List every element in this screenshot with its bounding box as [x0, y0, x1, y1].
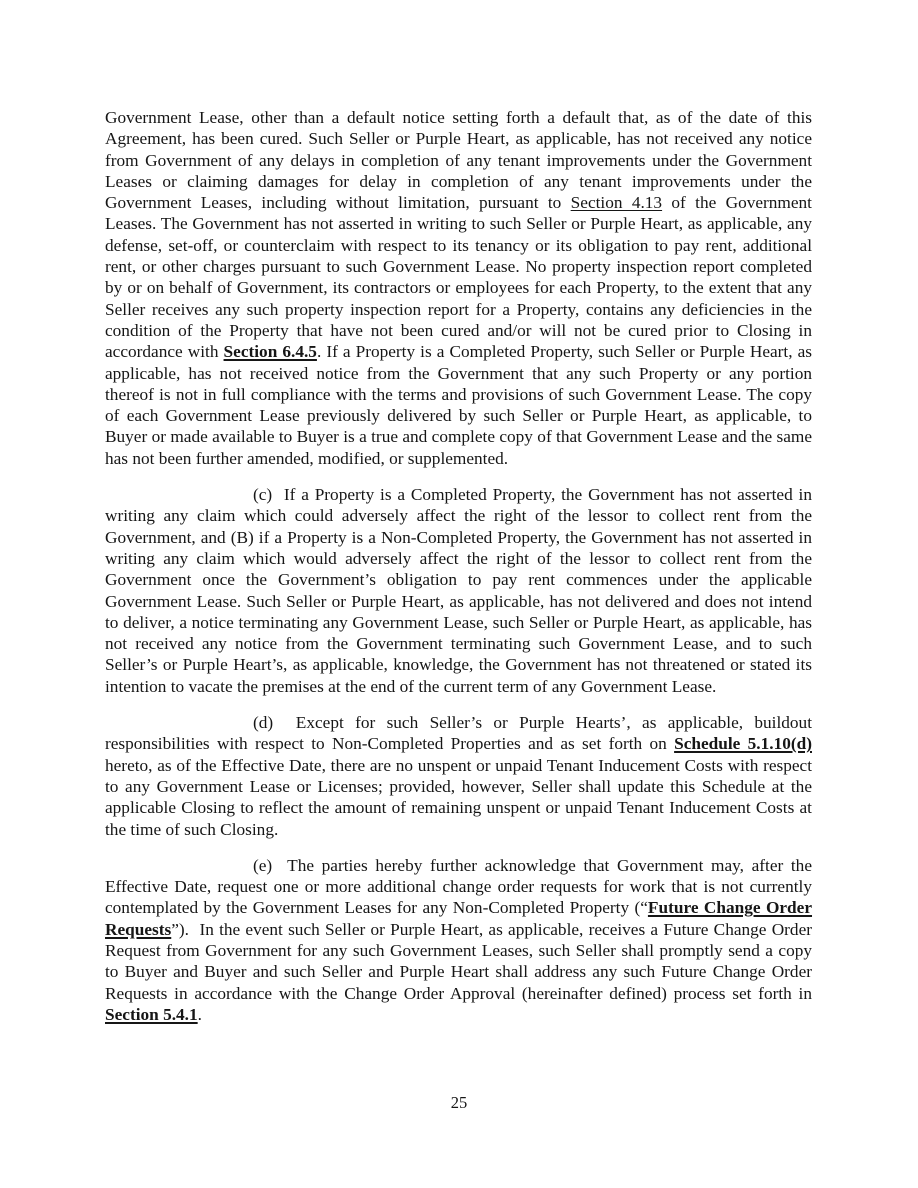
section-6-4-5-reference: Section 6.4.5: [223, 342, 317, 362]
paragraph-e: (e) The parties hereby further acknowledge that Government may, after the Effective Date, request one or more additional change order requests for work that is not currently contemplated by the Government Leases for any Non-Completed Property (“Future Change Order Requests”). In the event such Seller or Purple Heart, as applicable, receives a Future Change Order Request from Government for any such Government Leases, such Seller shall promptly send a copy to Buyer and Buyer and such Seller and Purple Heart shall address any such Future Change Order Requests in accordance with the Change Order Approval (hereinafter defined) process set forth in Section 5.4.1.: [105, 855, 813, 1024]
paragraph-c: (c) If a Property is a Completed Property, the Government has not asserted in writing any claim which could adversely affect the right of the lessor to collect rent from the Government, and (B) if a Property is a Non-Completed Property, the Government has not asserted in writing any claim which would adversely affect the right of the lessor to collect rent from the Government once the Government’s obligation to pay rent commences under the applicable Government Lease. Such Seller or Purple Heart, as applicable, has not delivered and does not intend to deliver, a notice terminating any Government Lease, such Seller or Purple Heart, as applicable, has not received any notice from the Government terminating such Government Lease, and to such Seller’s or Purple Heart’s, as applicable, knowledge, the Government has not threatened or stated its intention to vacate the premises at the end of the current term of any Government Lease.: [105, 485, 812, 696]
document-body: [105, 107, 812, 1025]
schedule-5-1-10d-reference: Schedule 5.1.10(d): [674, 734, 812, 754]
future-change-order-requests-defined-term: Future Change Order Requests: [105, 898, 813, 939]
page-number: 25: [450, 1093, 468, 1112]
section-4-13-reference: Section 4.13: [570, 193, 663, 213]
paragraph-continuation: Government Lease, other than a default notice setting forth a default that, as of the date of this Agreement, has been cured. Such Seller or Purple Heart, as applicable, has not received any notice from Government of any delays in completion of any tenant improvements under the Government Leases or claiming damages for delay in completion of any tenant improvements under the Government Leases, including without limitation, pursuant to Section 4.13 of the Government Leases. The Government has not asserted in writing to such Seller or Purple Heart, as applicable, any defense, set-off, or counterclaim with respect to its tenancy or its obligation to pay rent, additional rent, or other charges pursuant to such Government Lease. No property inspection report completed by or on behalf of Government, its contractors or employees for each Property, to the extent that any Seller receives any such property inspection report for a Property, contains any deficiencies in the condition of the Property that have not been cured and/or will not be cured prior to Closing in accordance with Section 6.4.5. If a Property is a Completed Property, such Seller or Purple Heart, as applicable, has not received notice from the Government that any such Property or any portion thereof is not in full compliance with the terms and provisions of such Government Lease. The copy of each Government Lease previously delivered by such Seller or Purple Heart, as applicable, to Buyer or made available to Buyer is a true and complete copy of that Government Lease and the same has not been further amended, modified, or supplemented.: [105, 108, 813, 468]
paragraph-d: (d) Except for such Seller’s or Purple Hearts’, as applicable, buildout responsibilities with respect to Non-Completed Properties and as set forth on Schedule 5.1.10(d) hereto, as of the Effective Date, there are no unspent or unpaid Tenant Inducement Costs with respect to any Government Lease or Licenses; provided, however, Seller shall update this Schedule at the applicable Closing to reflect the amount of remaining unspent or unpaid Tenant Inducement Costs at the time of such Closing.: [105, 713, 812, 839]
section-5-4-1-reference: Section 5.4.1: [105, 1004, 198, 1024]
